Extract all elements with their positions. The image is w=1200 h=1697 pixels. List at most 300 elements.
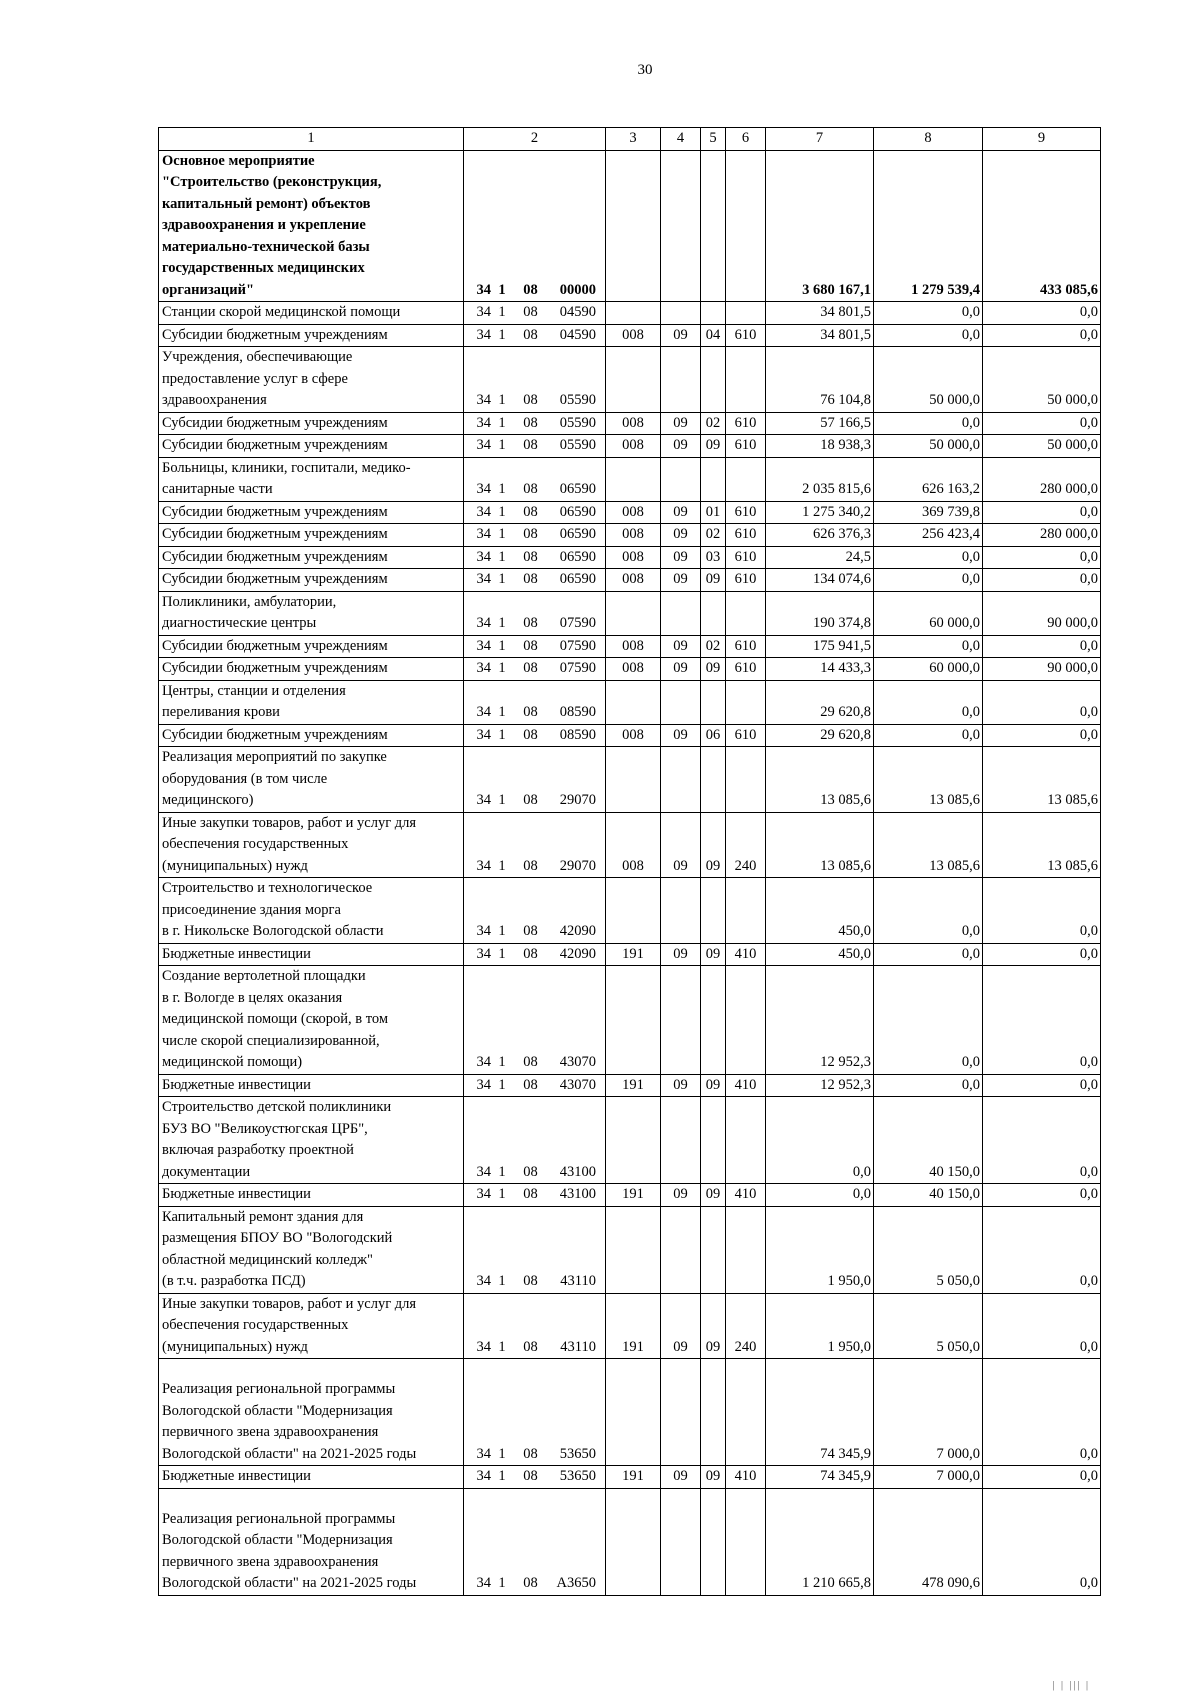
table-row bbox=[159, 943, 1101, 966]
row-value-9: 0,0 bbox=[983, 1359, 1101, 1466]
classification-code bbox=[464, 435, 605, 457]
code-part: 34 bbox=[476, 571, 491, 587]
code-part: 34 bbox=[476, 326, 491, 343]
code-part: 1 bbox=[498, 945, 506, 962]
row-value-7: 1 950,0 bbox=[766, 1206, 874, 1293]
code-part: 08 bbox=[523, 615, 538, 631]
table-row bbox=[159, 569, 1101, 592]
code-part: 08 bbox=[523, 857, 538, 874]
row-cell-6: 610 bbox=[726, 435, 766, 458]
row-value-9: 0,0 bbox=[983, 1097, 1101, 1184]
row-value-7: 175 941,5 bbox=[766, 635, 874, 658]
code-part: 06590 bbox=[559, 481, 596, 497]
code-part: 34 bbox=[476, 923, 491, 939]
row-cell-6: 410 bbox=[726, 1074, 766, 1097]
row-value-9: 0,0 bbox=[983, 302, 1101, 325]
row-cell-6: 610 bbox=[726, 501, 766, 524]
row-cell-4: 09 bbox=[661, 1293, 701, 1359]
code-part: 08 bbox=[523, 637, 538, 654]
row-cell-5 bbox=[701, 591, 726, 635]
classification-code bbox=[464, 921, 605, 943]
row-value-9: 0,0 bbox=[983, 1074, 1101, 1097]
code-part: 08 bbox=[523, 437, 538, 453]
code-part: A3650 bbox=[556, 1575, 596, 1591]
row-cell-5: 09 bbox=[701, 658, 726, 681]
row-name-cell: Станции скорой медицинской помощи bbox=[159, 302, 464, 325]
code-part: 08 bbox=[523, 1445, 538, 1462]
row-cell-3: 008 bbox=[606, 724, 661, 747]
row-cell-4 bbox=[661, 878, 701, 944]
table-row bbox=[159, 635, 1101, 658]
row-code-cell bbox=[464, 1466, 606, 1489]
code-part: 08 bbox=[523, 503, 538, 520]
code-part: 1 bbox=[498, 571, 506, 587]
scan-mark: | | ||| | bbox=[1052, 1680, 1090, 1691]
header-cell: 7 bbox=[766, 128, 874, 151]
row-cell-3: 008 bbox=[606, 501, 661, 524]
code-part: 1 bbox=[498, 1076, 506, 1093]
row-cell-3 bbox=[606, 591, 661, 635]
code-part: 00000 bbox=[559, 281, 596, 298]
row-cell-5: 09 bbox=[701, 435, 726, 458]
code-part: 29070 bbox=[559, 792, 596, 808]
classification-code bbox=[464, 856, 605, 878]
row-name-cell: Создание вертолетной площадки в г. Вологде в целях оказания медицинской помощи (скорой, в том числе скорой специализированной, медицинской помощи) bbox=[159, 966, 464, 1075]
row-cell-4 bbox=[661, 1359, 701, 1466]
code-part: 08 bbox=[523, 1054, 538, 1070]
classification-code bbox=[464, 1466, 605, 1488]
code-part: 43110 bbox=[560, 1273, 596, 1289]
row-value-7: 24,5 bbox=[766, 546, 874, 569]
row-value-9: 0,0 bbox=[983, 501, 1101, 524]
row-cell-4 bbox=[661, 1488, 701, 1595]
code-part: 1 bbox=[498, 481, 506, 497]
row-value-7: 190 374,8 bbox=[766, 591, 874, 635]
code-part: 07590 bbox=[559, 615, 596, 631]
row-name-cell: Бюджетные инвестиции bbox=[159, 943, 464, 966]
classification-code bbox=[464, 302, 605, 324]
classification-code bbox=[464, 658, 605, 680]
code-part: 1 bbox=[498, 615, 506, 631]
code-part: 1 bbox=[498, 923, 506, 939]
row-cell-4 bbox=[661, 1097, 701, 1184]
row-value-9: 433 085,6 bbox=[983, 150, 1101, 302]
row-cell-6: 610 bbox=[726, 635, 766, 658]
row-name-cell: Реализация региональной программы Вологодской области "Модернизация первичного звена здравоохранения Вологодской области" на 2021-2025 годы bbox=[159, 1359, 464, 1466]
code-part: 05590 bbox=[559, 414, 596, 431]
classification-code bbox=[464, 725, 605, 747]
row-name-cell: Строительство и технологическое присоединение здания морга в г. Никольске Вологодской области bbox=[159, 878, 464, 944]
row-cell-3: 008 bbox=[606, 412, 661, 435]
row-cell-5 bbox=[701, 150, 726, 302]
row-cell-6: 410 bbox=[726, 1184, 766, 1207]
code-part: 08 bbox=[523, 326, 538, 343]
row-cell-6: 610 bbox=[726, 546, 766, 569]
row-code-cell bbox=[464, 680, 606, 724]
row-cell-5 bbox=[701, 1097, 726, 1184]
classification-code bbox=[464, 1271, 605, 1293]
row-cell-4 bbox=[661, 347, 701, 413]
code-part: 08 bbox=[523, 281, 538, 298]
row-cell-5: 06 bbox=[701, 724, 726, 747]
row-cell-6: 610 bbox=[726, 724, 766, 747]
row-value-8: 5 050,0 bbox=[874, 1293, 983, 1359]
row-value-8: 256 423,4 bbox=[874, 524, 983, 547]
code-part: 08 bbox=[523, 481, 538, 497]
table-row bbox=[159, 457, 1101, 501]
row-value-8: 0,0 bbox=[874, 966, 983, 1075]
header-cell: 6 bbox=[726, 128, 766, 151]
row-cell-3 bbox=[606, 966, 661, 1075]
row-value-9: 50 000,0 bbox=[983, 347, 1101, 413]
table-row bbox=[159, 1359, 1101, 1466]
code-part: 34 bbox=[476, 1186, 491, 1202]
row-name-cell: Реализация мероприятий по закупке оборудования (в том числе медицинского) bbox=[159, 747, 464, 813]
code-part: 1 bbox=[498, 414, 506, 431]
row-name-cell: Субсидии бюджетным учреждениям bbox=[159, 546, 464, 569]
code-part: 34 bbox=[476, 1445, 491, 1462]
row-cell-6 bbox=[726, 966, 766, 1075]
row-cell-5 bbox=[701, 878, 726, 944]
header-cell: 5 bbox=[701, 128, 726, 151]
row-cell-6: 610 bbox=[726, 412, 766, 435]
classification-code bbox=[464, 502, 605, 524]
row-code-cell bbox=[464, 747, 606, 813]
row-cell-6 bbox=[726, 1359, 766, 1466]
row-name-cell: Субсидии бюджетным учреждениям bbox=[159, 412, 464, 435]
row-cell-4: 09 bbox=[661, 546, 701, 569]
row-value-8: 0,0 bbox=[874, 943, 983, 966]
row-cell-5: 09 bbox=[701, 1184, 726, 1207]
row-cell-3 bbox=[606, 1359, 661, 1466]
code-part: 08590 bbox=[559, 704, 596, 720]
table-row bbox=[159, 1466, 1101, 1489]
code-part: 08 bbox=[523, 1338, 538, 1355]
row-value-7: 74 345,9 bbox=[766, 1466, 874, 1489]
row-cell-6 bbox=[726, 1206, 766, 1293]
row-value-9: 0,0 bbox=[983, 966, 1101, 1075]
row-cell-6: 240 bbox=[726, 1293, 766, 1359]
code-part: 43100 bbox=[559, 1186, 596, 1202]
row-cell-4: 09 bbox=[661, 658, 701, 681]
row-value-8: 0,0 bbox=[874, 412, 983, 435]
row-value-8: 50 000,0 bbox=[874, 347, 983, 413]
row-cell-5: 04 bbox=[701, 324, 726, 347]
row-cell-3: 191 bbox=[606, 1293, 661, 1359]
row-name-cell: Субсидии бюджетным учреждениям bbox=[159, 635, 464, 658]
code-part: 34 bbox=[476, 945, 491, 962]
row-cell-5 bbox=[701, 1206, 726, 1293]
table-row bbox=[159, 1074, 1101, 1097]
row-name-cell: Бюджетные инвестиции bbox=[159, 1074, 464, 1097]
row-code-cell bbox=[464, 943, 606, 966]
row-cell-6 bbox=[726, 457, 766, 501]
row-value-9: 0,0 bbox=[983, 546, 1101, 569]
code-part: 34 bbox=[476, 615, 491, 631]
code-part: 34 bbox=[476, 437, 491, 453]
row-code-cell bbox=[464, 435, 606, 458]
code-part: 34 bbox=[476, 726, 491, 743]
code-part: 05590 bbox=[559, 437, 596, 453]
row-code-cell bbox=[464, 878, 606, 944]
row-cell-3: 191 bbox=[606, 1466, 661, 1489]
row-cell-4 bbox=[661, 591, 701, 635]
code-part: 34 bbox=[476, 660, 491, 676]
code-part: 43070 bbox=[559, 1076, 596, 1093]
row-name-cell: Бюджетные инвестиции bbox=[159, 1184, 464, 1207]
row-cell-6 bbox=[726, 878, 766, 944]
row-name-cell: Учреждения, обеспечивающие предоставление услуг в сфере здравоохранения bbox=[159, 347, 464, 413]
row-cell-6 bbox=[726, 1488, 766, 1595]
row-code-cell bbox=[464, 635, 606, 658]
row-cell-3 bbox=[606, 1097, 661, 1184]
header-cell: 3 bbox=[606, 128, 661, 151]
table-row bbox=[159, 1184, 1101, 1207]
table-row bbox=[159, 1488, 1101, 1595]
row-value-8: 13 085,6 bbox=[874, 812, 983, 878]
row-name-cell: Субсидии бюджетным учреждениям bbox=[159, 324, 464, 347]
row-code-cell bbox=[464, 457, 606, 501]
row-cell-4: 09 bbox=[661, 435, 701, 458]
code-part: 07590 bbox=[559, 660, 596, 676]
row-name-cell: Капитальный ремонт здания для размещения БПОУ ВО "Вологодский областной медицинский колледж" (в т.ч. разработка ПСД) bbox=[159, 1206, 464, 1293]
table-row bbox=[159, 1206, 1101, 1293]
row-cell-4: 09 bbox=[661, 324, 701, 347]
row-value-8: 7 000,0 bbox=[874, 1359, 983, 1466]
classification-code bbox=[464, 390, 605, 412]
row-value-9: 0,0 bbox=[983, 943, 1101, 966]
row-value-9: 0,0 bbox=[983, 1466, 1101, 1489]
row-code-cell bbox=[464, 501, 606, 524]
row-value-7: 2 035 815,6 bbox=[766, 457, 874, 501]
code-part: 1 bbox=[498, 1054, 506, 1070]
classification-code bbox=[464, 790, 605, 812]
row-cell-6: 610 bbox=[726, 324, 766, 347]
row-code-cell bbox=[464, 1074, 606, 1097]
classification-code bbox=[464, 325, 605, 347]
code-part: 08 bbox=[523, 945, 538, 962]
code-part: 08 bbox=[523, 571, 538, 587]
code-part: 06590 bbox=[559, 548, 596, 565]
row-cell-3 bbox=[606, 1206, 661, 1293]
table-row bbox=[159, 412, 1101, 435]
row-cell-6 bbox=[726, 680, 766, 724]
row-code-cell bbox=[464, 1488, 606, 1595]
code-part: 08 bbox=[523, 548, 538, 565]
code-part: 06590 bbox=[559, 526, 596, 542]
row-name-cell: Реализация региональной программы Вологодской области "Модернизация первичного звена здравоохранения Вологодской области" на 2021-2025 годы bbox=[159, 1488, 464, 1595]
row-value-8: 0,0 bbox=[874, 546, 983, 569]
row-cell-5: 09 bbox=[701, 1074, 726, 1097]
classification-code bbox=[464, 1075, 605, 1097]
code-part: 1 bbox=[498, 392, 506, 408]
classification-code bbox=[464, 702, 605, 724]
code-part: 1 bbox=[498, 437, 506, 453]
row-value-8: 60 000,0 bbox=[874, 591, 983, 635]
classification-code bbox=[464, 944, 605, 966]
page-number: 30 bbox=[637, 62, 653, 78]
code-part: 43070 bbox=[559, 1054, 596, 1070]
row-cell-5 bbox=[701, 302, 726, 325]
row-cell-3 bbox=[606, 878, 661, 944]
code-part: 34 bbox=[476, 1163, 491, 1180]
row-name-cell: Строительство детской поликлиники БУЗ ВО "Великоустюгская ЦРБ", включая разработку проектной документации bbox=[159, 1097, 464, 1184]
code-part: 08 bbox=[523, 1575, 538, 1591]
table-row bbox=[159, 658, 1101, 681]
row-value-9: 90 000,0 bbox=[983, 658, 1101, 681]
code-part: 1 bbox=[498, 792, 506, 808]
row-code-cell bbox=[464, 724, 606, 747]
row-code-cell bbox=[464, 347, 606, 413]
row-cell-3: 008 bbox=[606, 658, 661, 681]
code-part: 1 bbox=[498, 1468, 506, 1484]
code-part: 53650 bbox=[559, 1445, 596, 1462]
code-part: 06590 bbox=[559, 503, 596, 520]
row-cell-3: 008 bbox=[606, 324, 661, 347]
row-cell-3: 008 bbox=[606, 435, 661, 458]
row-cell-3: 008 bbox=[606, 635, 661, 658]
code-part: 08 bbox=[523, 792, 538, 808]
row-value-9: 0,0 bbox=[983, 1293, 1101, 1359]
row-value-9: 280 000,0 bbox=[983, 457, 1101, 501]
classification-code bbox=[464, 524, 605, 546]
row-name-cell: Субсидии бюджетным учреждениям bbox=[159, 435, 464, 458]
code-part: 43110 bbox=[560, 1338, 596, 1355]
row-name-cell: Бюджетные инвестиции bbox=[159, 1466, 464, 1489]
code-part: 08 bbox=[523, 1076, 538, 1093]
row-value-9: 13 085,6 bbox=[983, 747, 1101, 813]
row-code-cell bbox=[464, 150, 606, 302]
row-value-7: 0,0 bbox=[766, 1184, 874, 1207]
row-value-7: 13 085,6 bbox=[766, 747, 874, 813]
classification-code bbox=[464, 1573, 605, 1595]
row-value-7: 626 376,3 bbox=[766, 524, 874, 547]
code-part: 34 bbox=[476, 503, 491, 520]
row-cell-5 bbox=[701, 347, 726, 413]
row-value-7: 34 801,5 bbox=[766, 302, 874, 325]
row-cell-5 bbox=[701, 680, 726, 724]
table-row bbox=[159, 966, 1101, 1075]
row-value-8: 626 163,2 bbox=[874, 457, 983, 501]
row-cell-4: 09 bbox=[661, 1074, 701, 1097]
row-cell-4 bbox=[661, 457, 701, 501]
row-cell-5: 02 bbox=[701, 635, 726, 658]
row-value-7: 12 952,3 bbox=[766, 966, 874, 1075]
row-code-cell bbox=[464, 1293, 606, 1359]
row-value-9: 0,0 bbox=[983, 324, 1101, 347]
table-row bbox=[159, 501, 1101, 524]
row-value-7: 13 085,6 bbox=[766, 812, 874, 878]
row-code-cell bbox=[464, 658, 606, 681]
row-code-cell bbox=[464, 1359, 606, 1466]
table-row bbox=[159, 302, 1101, 325]
row-name-cell: Основное мероприятие "Строительство (реконструкция, капитальный ремонт) объектов здравоохранения и укрепление материально-технической базы государственных медицинских организаций" bbox=[159, 150, 464, 302]
classification-code bbox=[464, 569, 605, 591]
code-part: 53650 bbox=[559, 1468, 596, 1484]
row-cell-4: 09 bbox=[661, 501, 701, 524]
code-part: 42090 bbox=[559, 923, 596, 939]
row-cell-5 bbox=[701, 1488, 726, 1595]
row-cell-5 bbox=[701, 1359, 726, 1466]
code-part: 1 bbox=[498, 1445, 506, 1462]
row-cell-4: 09 bbox=[661, 724, 701, 747]
row-name-cell: Иные закупки товаров, работ и услуг для обеспечения государственных (муниципальных) нужд bbox=[159, 812, 464, 878]
row-value-8: 40 150,0 bbox=[874, 1184, 983, 1207]
row-value-8: 478 090,6 bbox=[874, 1488, 983, 1595]
row-value-8: 60 000,0 bbox=[874, 658, 983, 681]
table-row bbox=[159, 1097, 1101, 1184]
code-part: 1 bbox=[498, 704, 506, 720]
code-part: 34 bbox=[476, 792, 491, 808]
row-code-cell bbox=[464, 966, 606, 1075]
row-code-cell bbox=[464, 324, 606, 347]
row-name-cell: Субсидии бюджетным учреждениям bbox=[159, 501, 464, 524]
row-value-8: 369 739,8 bbox=[874, 501, 983, 524]
classification-code bbox=[464, 1052, 605, 1074]
table-row bbox=[159, 546, 1101, 569]
row-cell-3 bbox=[606, 457, 661, 501]
row-value-9: 280 000,0 bbox=[983, 524, 1101, 547]
row-value-7: 1 210 665,8 bbox=[766, 1488, 874, 1595]
code-part: 1 bbox=[498, 526, 506, 542]
code-part: 34 bbox=[476, 1273, 491, 1289]
code-part: 1 bbox=[498, 660, 506, 676]
row-code-cell bbox=[464, 569, 606, 592]
code-part: 34 bbox=[476, 857, 491, 874]
row-cell-4: 09 bbox=[661, 943, 701, 966]
row-cell-4 bbox=[661, 680, 701, 724]
code-part: 1 bbox=[498, 281, 506, 298]
classification-code bbox=[464, 636, 605, 658]
code-part: 34 bbox=[476, 281, 491, 298]
row-value-8: 5 050,0 bbox=[874, 1206, 983, 1293]
row-code-cell bbox=[464, 412, 606, 435]
row-value-7: 14 433,3 bbox=[766, 658, 874, 681]
classification-code bbox=[464, 1162, 605, 1184]
row-value-9: 0,0 bbox=[983, 724, 1101, 747]
code-part: 29070 bbox=[559, 857, 596, 874]
row-cell-3 bbox=[606, 1488, 661, 1595]
row-cell-5: 09 bbox=[701, 812, 726, 878]
row-name-cell: Иные закупки товаров, работ и услуг для обеспечения государственных (муниципальных) нужд bbox=[159, 1293, 464, 1359]
code-part: 34 bbox=[476, 1076, 491, 1093]
row-cell-6: 240 bbox=[726, 812, 766, 878]
row-value-7: 1 950,0 bbox=[766, 1293, 874, 1359]
row-value-7: 1 275 340,2 bbox=[766, 501, 874, 524]
row-value-7: 12 952,3 bbox=[766, 1074, 874, 1097]
row-cell-5 bbox=[701, 457, 726, 501]
table-row bbox=[159, 1293, 1101, 1359]
row-name-cell: Субсидии бюджетным учреждениям bbox=[159, 658, 464, 681]
row-cell-3: 008 bbox=[606, 569, 661, 592]
row-cell-5: 09 bbox=[701, 943, 726, 966]
code-part: 34 bbox=[476, 637, 491, 654]
code-part: 34 bbox=[476, 304, 491, 320]
row-cell-4: 09 bbox=[661, 1466, 701, 1489]
row-code-cell bbox=[464, 1206, 606, 1293]
row-value-8: 40 150,0 bbox=[874, 1097, 983, 1184]
code-part: 34 bbox=[476, 1338, 491, 1355]
code-part: 34 bbox=[476, 526, 491, 542]
row-cell-4 bbox=[661, 747, 701, 813]
row-cell-4: 09 bbox=[661, 1184, 701, 1207]
header-cell: 8 bbox=[874, 128, 983, 151]
table-row bbox=[159, 150, 1101, 302]
code-part: 34 bbox=[476, 1054, 491, 1070]
row-code-cell bbox=[464, 302, 606, 325]
row-code-cell bbox=[464, 1097, 606, 1184]
code-part: 34 bbox=[476, 1575, 491, 1591]
